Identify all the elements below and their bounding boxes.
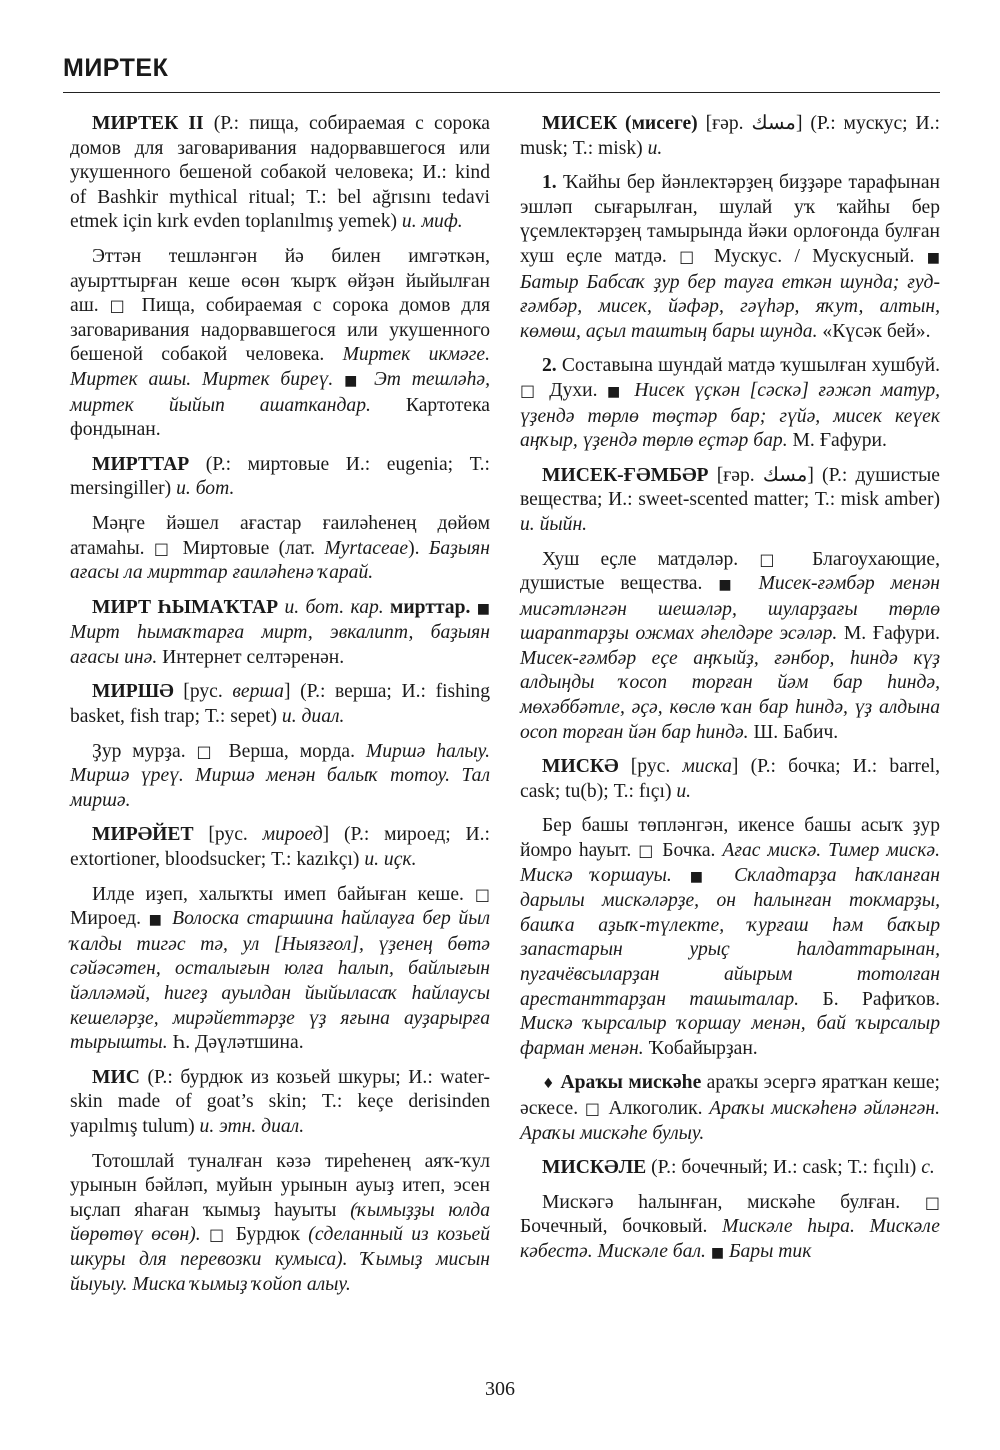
text-run: Нисек үҫкән [сәскә] ғәжәп матур, үҙендә төрлө төҫтәр бар; гүйә, мисек кеүек аңҡыр, үҙендә төрлө еҫтәр бар. (520, 379, 941, 452)
headword: МИСЕК-ҒӘМБӘР (542, 464, 709, 486)
text-run: араҡы эсергә яратҡан кеше; әскесе. (520, 1072, 940, 1119)
text-run: Алкоголик. (601, 1097, 710, 1119)
text-run: Мискәгә һалынған, мискәһе булған. (542, 1191, 925, 1213)
marker-glyph: ■ (344, 372, 364, 389)
dictionary-paragraph (520, 171, 940, 344)
text-run: Ҡайһы бер йәнлектәрҙең биҙҙәре тарафынан эшләп сығарылған, шулай уҡ ҡайһы бер үҫемлектәрҙең тамырында йәки орлоғонда булған хуш еҫле матдә. (520, 172, 940, 267)
marker-glyph: ■ (607, 383, 625, 400)
text-run: ). (408, 537, 429, 559)
text-run: ] (Р.: мироед; И.: extortioner, bloodsucker; Т.: kazıkçı) (70, 824, 490, 871)
marker-glyph: ■ (476, 600, 490, 617)
text-run: Эттән тешләнгән йә билен имгәткән, ауырттырған кеше өсөн ҡырҡ өйҙән йыйылған аш. (70, 245, 490, 317)
text-run: с. (921, 1157, 935, 1179)
marker-glyph: □ (520, 380, 540, 400)
dictionary-paragraph (520, 354, 940, 453)
running-head: МИРТЕК (63, 54, 169, 82)
text-run: Мисек-ғәмбәр еҫе аңҡыйҙ, ғәнбор, һиндә күҙ алдыңды ҡосоп торған йәм бар һиндә, мөхәббәтле, әҫә, көслө ҡан бар һиндә, үҙ алдына осоп торған йән бар һиндә. (520, 647, 940, 743)
text-run: Мискәле һыра. Мискәле кәбестә. Мискәле бал. (520, 1216, 940, 1262)
text-run: Духи. (539, 379, 608, 401)
marker-glyph: □ (109, 296, 131, 316)
text-run: и. диал. (281, 706, 345, 728)
text-run: Бочка. (655, 840, 723, 862)
text-run: Миртек икмәге. Миртек ашы. Миртек биреү. (70, 344, 490, 390)
headword: МИРӘЙЕТ (92, 824, 194, 846)
text-run: Myrtaceae (324, 537, 409, 559)
text-run: и. миф. (401, 211, 463, 233)
marker-glyph: □ (924, 1192, 940, 1212)
marker-glyph: □ (153, 538, 174, 558)
text-run (201, 1224, 209, 1245)
text-run: Б. Рафиҡов. (799, 988, 940, 1010)
text-run: Һ. Дәүләтшина. (167, 1032, 304, 1054)
text-run: Мискә ҡырсалыр ҡоршау менән, бай ҡырсалыр фарман менән. (520, 1013, 940, 1059)
text-run: и. (647, 137, 663, 159)
dictionary-paragraph (520, 814, 940, 1061)
dictionary-paragraph (70, 1150, 490, 1298)
text-run: Батыр Бабсаҡ ҙур бер тауға еткән шунда; ғуд-ғәмбәр, мисек, йәфәр, гәүһәр, яҡут, алтын, көмөш, аҫыл таштың бары шунда. (520, 271, 940, 342)
marker-glyph: ♦ (542, 1076, 556, 1093)
dictionary-paragraph (520, 112, 940, 161)
text-run: Мирт һымаҡтарға мирт, эвкалипт, баҙыян ағасы инә. (70, 622, 490, 668)
marker-glyph: □ (474, 884, 490, 904)
text-run: (Р.: миртовые И.: eugenia; Т.: mersingiller) (70, 453, 490, 500)
text-run: (Р.: бурдюк из козьей шкуры; И.: water-skin made of goat’s skin; Т.: keçe derisinden yapılmış tulum) (70, 1066, 490, 1137)
text-run: [ғәр. مسك] (Р.: мускус; И.: musk; Т.: misk) (520, 113, 940, 159)
text-run: Составына шундай матдә ҡушылған хушбуй. (556, 355, 940, 377)
text-run: (Р.: бочечный; И.: cask; Т.: fıçılı) (646, 1157, 922, 1179)
text-run: Эт тешләһә, миртек йыйып ашаткандар. (70, 368, 490, 416)
dictionary-paragraph (520, 548, 940, 746)
text-run: Бары тик (728, 1240, 812, 1262)
text-run: [рус. (618, 756, 683, 778)
right-column (520, 112, 940, 1266)
text-run: мироед (262, 824, 323, 846)
headword: 2. (542, 355, 557, 377)
text-run: Миршә һалыу. Миршә үреү. Миршә менән балыҡ тотоу. Тал миршә. (70, 740, 490, 811)
dictionary-paragraph (520, 1191, 940, 1266)
marker-glyph: ■ (926, 249, 940, 266)
text-run: (Р.: пища, собираемая с сорока домов для заговаривания надорвавшегося или укушенного бешеной собакой человека; И.: kind of Bashkir mythical ritual; Т.: bel ağrısını tedavi etmek için kırk evden toplanılmış yemek) (70, 113, 491, 233)
text-run: Араҡы мискәһенә әйләнгән. Араҡы мискәһе булыу. (520, 1097, 940, 1144)
headword: Араҡы мискәһе (560, 1072, 702, 1094)
headword: МИС (92, 1066, 140, 1088)
marker-glyph: □ (679, 246, 702, 266)
dictionary-paragraph (70, 1066, 490, 1140)
text-run (716, 865, 734, 886)
marker-glyph: □ (196, 741, 218, 761)
headword: МИСКӘ (542, 756, 619, 778)
text-run: «Күсәк бей». (817, 320, 931, 342)
text-run (165, 908, 173, 929)
marker-glyph: □ (638, 841, 656, 861)
text-run: Баҙыян ағасы ла мирттар ғаиләһенә ҡарай. (70, 537, 490, 584)
headword: мирттар. (390, 596, 471, 618)
text-run: [рус. (193, 824, 263, 846)
text-run: Картотека фондынан. (70, 394, 490, 441)
text-run: Ағас мискә. Тимер мискә. Мискә ҡоршауы. (520, 840, 940, 886)
dictionary-paragraph (70, 453, 490, 502)
text-run: Благоухающие, душистые вещества. (520, 548, 940, 595)
text-run: Ш. Бабич. (748, 721, 839, 743)
text-run: и. бот. кар. (284, 596, 384, 618)
marker-glyph: ■ (718, 577, 743, 594)
text-run: и. йыйн. (520, 513, 588, 535)
text-run: и. (676, 780, 692, 802)
text-run: Мәңге йәшел ағастар ғаиләһенең дөйөм атамаһы. (70, 512, 490, 559)
dictionary-paragraph (70, 596, 490, 671)
headword: МИСЕК (мисеге) (542, 113, 698, 134)
text-run: Ҡобайырҙан. (643, 1037, 758, 1059)
dictionary-paragraph (520, 464, 940, 538)
text-run: [рус. (173, 681, 233, 703)
text-run: Бер башы төпләнгән, икенсе башы асыҡ ҙур йомро һауыт. (520, 815, 940, 862)
headword: МИСКӘЛЕ (542, 1157, 647, 1179)
text-run: Бурдюк (227, 1224, 309, 1246)
text-run: Интернет селтәренән. (157, 646, 345, 668)
text-run: (сделанный из козьей шкуры для перевозки кумыса). Ҡымыҙ мисын йыуыу. Миска ҡымыҙ ҡойоп алыу. (70, 1224, 491, 1295)
marker-glyph: ■ (148, 912, 165, 929)
dictionary-paragraph (70, 740, 490, 814)
text-run: Верша, морда. (217, 740, 366, 762)
text-run: Илде иҙеп, халыҡты имеп байыған кеше. (92, 883, 475, 905)
dictionary-paragraph (520, 755, 940, 804)
text-run: М. Ғафури. (837, 623, 940, 645)
dictionary-paragraph (70, 512, 490, 586)
header-rule (63, 92, 940, 93)
dictionary-paragraph (70, 883, 490, 1056)
headword: МИРТ ҺЫМАҠТАР (92, 596, 279, 618)
dictionary-paragraph (520, 1071, 940, 1146)
text-run: Складтарҙа һаҡланған дарылы мискәләрҙе, он һалынған токмарҙы, башҡа аҙыҡ-түлекте, ҡурғаш һәм баҡыр запастарын урыҫ һалдаттарынан, пугачёвсыларҙан айырым тотолған арестанттарҙан ташыталар. (520, 864, 940, 1010)
dictionary-paragraph (520, 1156, 940, 1181)
text-run: [ғәр. مسك] (Р.: душистые вещества; И.: sweet-scented matter; Т.: misk amber) (520, 464, 940, 511)
headword: МИРТЕК II (92, 113, 204, 134)
text-run: ] (Р.: верша; И.: fishing basket, fish trap; Т.: sepet) (70, 681, 490, 728)
text-run: миска (682, 756, 732, 778)
text-run: и. иҫк. (364, 849, 417, 871)
text-run: Мироед. (70, 908, 149, 930)
dictionary-paragraph (70, 680, 490, 729)
dictionary-paragraph (70, 112, 490, 235)
dictionary-paragraph (70, 823, 490, 872)
text-run: Мисек-ғәмбәр менән мисәтләнгән шешәләр, шуларҙағы төрлө шараптарҙы ожмах әһелдәре эсәләр. (520, 573, 940, 645)
text-run: Пища, собираемая с сорока домов для заговаривания надорвавшегося или укушенного бешеной собакой человека. (70, 295, 490, 366)
text-run: Мускус. / Мускусный. (701, 245, 927, 267)
text-run: Волоска старшина һайлауға бер йыл ҡалды тигәс тә, ул [Ныязғол], үҙенең бөтә сәйәсәтен, осталығын юлға һалып, байлығын йәлләмәй, һигеҙ ауылдан йыйыласаҡ һайлаусы кешеләрҙе, мирәйеттәрҙе үҙ яғына ауҙарырға тырышты. (70, 908, 491, 1054)
text-run: Бочечный, бочковый. (520, 1216, 723, 1238)
text-run: Хуш еҫле матдәләр. (542, 548, 760, 570)
text-run: и. бот. (176, 478, 235, 500)
marker-glyph: □ (208, 1225, 228, 1245)
text-run: верша (232, 681, 284, 703)
headword: МИРТТАР (92, 453, 190, 475)
marker-glyph: □ (584, 1098, 602, 1118)
text-run: (ҡымыҙҙы юлда йөрөтөү өсөн). (70, 1199, 490, 1246)
dictionary-paragraph (70, 245, 490, 443)
text-run (333, 369, 344, 390)
text-run: и. этн. диал. (199, 1115, 305, 1137)
text-run (625, 380, 635, 401)
page-number: 306 (485, 1378, 515, 1400)
headword: МИРШӘ (92, 681, 174, 703)
text-run (363, 369, 374, 390)
left-column (70, 112, 490, 1297)
text-run: М. Ғафури. (787, 430, 887, 452)
text-run: Ҙур мурҙа. (92, 740, 197, 762)
marker-glyph: ■ (710, 1244, 725, 1261)
marker-glyph: ■ (689, 868, 717, 885)
text-run: Тотошлай туналған кәзә тиреһенең аяҡ-ҡул урынын бәйләп, муйын урынын ауыҙ итеп, эсен ыҫлап яһаған ҡымыҙ һауыты (70, 1150, 490, 1221)
text-run (672, 865, 690, 886)
text-run (743, 573, 759, 594)
text-run: ] (Р.: бочка; И.: barrel, cask; tu(b); Т.: fıçı) (520, 756, 940, 802)
text-run: Миртовые (лат. (173, 537, 325, 559)
marker-glyph: □ (759, 549, 791, 569)
headword: 1. (542, 172, 557, 194)
